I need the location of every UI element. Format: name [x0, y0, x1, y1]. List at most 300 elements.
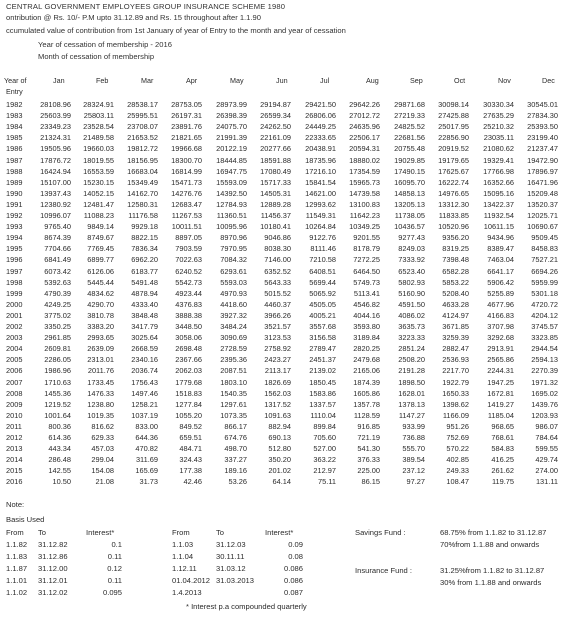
table-cell: 4505.05	[309, 299, 336, 309]
month-header: Aug	[366, 76, 379, 85]
table-cell: 108.47	[446, 477, 469, 487]
entry-year: 2008	[6, 388, 23, 398]
entry-year: 1982	[6, 100, 23, 109]
table-cell: 5906.42	[487, 277, 514, 287]
table-cell: 29871.68	[394, 100, 425, 109]
basis-rate-to: 31.03.2013	[216, 576, 255, 585]
table-cell: 363.22	[313, 455, 336, 465]
table-cell: 1562.03	[264, 388, 291, 398]
table-cell: 2286.05	[44, 355, 71, 365]
table-cell: 14505.31	[260, 188, 291, 198]
table-cell: 8458.83	[531, 244, 558, 254]
table-cell: 25393.50	[527, 122, 558, 132]
table-row	[0, 233, 582, 244]
table-cell: 9122.76	[309, 233, 336, 243]
table-cell: 1337.57	[309, 399, 336, 409]
table-cell: 18591.88	[260, 155, 291, 165]
table-cell: 1710.63	[44, 377, 71, 387]
table-cell: 2594.13	[531, 355, 558, 365]
table-cell: 11360.51	[216, 211, 247, 220]
table-cell: 13100.83	[349, 199, 380, 209]
table-cell: 17216.10	[305, 166, 336, 176]
table-cell: 916.85	[357, 421, 380, 431]
table-cell: 14392.50	[216, 188, 247, 198]
table-cell: 10520.96	[438, 222, 469, 232]
table-cell: 19472.90	[527, 155, 558, 165]
table-cell: 2728.59	[220, 344, 247, 354]
table-cell: 1826.69	[264, 377, 291, 387]
table-cell: 1297.61	[220, 399, 247, 409]
table-cell: 8319.25	[442, 244, 469, 254]
table-cell: 42.46	[183, 477, 202, 487]
table-cell: 5643.33	[264, 277, 291, 287]
table-cell: 3745.57	[531, 322, 558, 331]
table-cell: 1756.43	[131, 377, 158, 387]
insurance-fund-label: Insurance Fund :	[355, 566, 412, 575]
table-cell: 2423.27	[264, 355, 291, 365]
table-cell: 1650.33	[442, 388, 469, 398]
entry-year: 1993	[6, 222, 23, 232]
basis-rate-from: 1.1.02	[6, 588, 28, 597]
table-cell: 2944.54	[531, 344, 558, 354]
table-cell: 23199.40	[527, 133, 558, 143]
table-cell: 4591.50	[398, 299, 425, 309]
table-cell: 131.11	[535, 477, 558, 487]
entry-year: 1989	[6, 177, 23, 187]
table-cell: 3707.98	[487, 322, 514, 331]
table-cell: 4005.21	[309, 310, 336, 320]
note-label: Note:	[6, 500, 25, 509]
month-header: Apr	[186, 76, 198, 85]
table-cell: 986.07	[535, 421, 558, 431]
table-cell: 16095.70	[394, 177, 425, 187]
table-cell: 21324.31	[40, 133, 71, 143]
table-cell: 177.38	[179, 466, 202, 476]
table-cell: 24449.25	[305, 122, 336, 132]
table-cell: 20438.91	[305, 144, 336, 154]
table-cell: 614.36	[48, 433, 71, 442]
entry-year: 2005	[6, 355, 23, 365]
table-cell: 2340.16	[131, 355, 158, 365]
table-row	[0, 133, 582, 144]
table-cell: 4290.70	[87, 299, 114, 309]
table-cell: 1055.20	[175, 410, 202, 420]
table-cell: 555.70	[402, 444, 425, 454]
table-cell: 350.20	[268, 455, 291, 465]
basis-rate-to: 31.12.86	[38, 552, 68, 561]
table-cell: 13205.13	[394, 199, 425, 209]
table-cell: 23528.54	[83, 122, 114, 132]
entry-year: 2003	[6, 333, 23, 343]
table-cell: 11549.31	[305, 211, 336, 220]
table-cell: 18156.95	[127, 155, 158, 165]
basis-rate-from: 1.1.83	[6, 552, 28, 561]
table-cell: 10436.57	[394, 222, 425, 232]
table-cell: 3156.58	[309, 333, 336, 343]
table-cell: 512.80	[268, 444, 291, 454]
table-cell: 19812.72	[127, 144, 158, 154]
table-cell: 2062.03	[175, 366, 202, 376]
table-cell: 12580.31	[127, 199, 158, 209]
table-cell: 1001.64	[44, 410, 71, 420]
table-cell: 18019.55	[83, 155, 114, 165]
table-cell: 3966.26	[264, 310, 291, 320]
table-cell: 30330.34	[483, 100, 514, 109]
table-cell: 7146.00	[264, 255, 291, 265]
table-cell: 402.85	[446, 455, 469, 465]
table-row	[0, 400, 582, 411]
mid-from-header: From	[172, 528, 190, 537]
table-cell: 5160.90	[398, 288, 425, 298]
basis-rate-interest: 0.1	[111, 540, 122, 549]
table-cell: 968.65	[491, 421, 514, 431]
table-cell: 10095.96	[216, 222, 247, 232]
table-row	[0, 178, 582, 189]
table-cell: 1455.36	[44, 388, 71, 398]
entry-year: 1999	[6, 288, 23, 298]
table-cell: 800.36	[48, 421, 71, 431]
entry-year: 2009	[6, 399, 23, 409]
table-cell: 4677.96	[487, 299, 514, 309]
table-cell: 4418.60	[220, 299, 247, 309]
table-cell: 5491.48	[131, 277, 158, 287]
table-cell: 1166.09	[442, 410, 469, 420]
table-cell: 4044.16	[353, 310, 380, 320]
table-cell: 2139.02	[309, 366, 336, 376]
table-cell: 6183.77	[131, 266, 158, 276]
entry-year: 2012	[6, 433, 23, 442]
basis-rate-interest: 0.087	[283, 588, 303, 597]
table-cell: 16471.96	[527, 177, 558, 187]
table-cell: 14276.76	[171, 188, 202, 198]
table-cell: 674.76	[224, 433, 247, 442]
table-cell: 9765.40	[44, 222, 71, 232]
table-cell: 4376.83	[175, 299, 202, 309]
entry-year: 2006	[6, 366, 23, 376]
table-cell: 4790.39	[44, 288, 71, 298]
table-cell: 337.27	[224, 455, 247, 465]
table-cell: 1439.76	[531, 399, 558, 409]
table-cell: 498.70	[224, 444, 247, 454]
table-cell: 6073.42	[44, 266, 71, 276]
table-cell: 8749.67	[87, 233, 114, 243]
table-cell: 6841.49	[44, 255, 71, 265]
table-cell: 470.82	[135, 444, 158, 454]
table-cell: 11738.05	[394, 211, 425, 220]
entry-year: 1994	[6, 233, 23, 243]
table-row	[0, 411, 582, 422]
table-row	[0, 333, 582, 344]
table-cell: 3123.53	[264, 333, 291, 343]
table-cell: 1378.13	[398, 399, 425, 409]
table-cell: 8822.15	[131, 233, 158, 243]
table-cell: 599.55	[535, 444, 558, 454]
table-row	[0, 444, 582, 455]
table-cell: 18444.85	[216, 155, 247, 165]
table-cell: 6962.20	[131, 255, 158, 265]
entry-year: 2001	[6, 310, 23, 320]
insurance-fund-line1: 31.25%from 1.1.82 to 31.12.87	[440, 566, 545, 575]
table-cell: 7769.45	[87, 244, 114, 254]
table-cell: 9849.14	[87, 222, 114, 232]
table-cell: 10.50	[52, 477, 71, 487]
table-cell: 2639.09	[87, 344, 114, 354]
table-cell: 5699.44	[309, 277, 336, 287]
table-cell: 2011.76	[87, 366, 114, 376]
month-header: Mar	[141, 76, 154, 85]
table-cell: 1540.35	[220, 388, 247, 398]
basis-rate-to: 31.12.00	[38, 564, 68, 573]
table-row	[0, 144, 582, 155]
table-cell: 2820.25	[353, 344, 380, 354]
basis-rate-interest: 0.09	[288, 540, 303, 549]
table-cell: 1258.21	[131, 399, 158, 409]
table-cell: 5853.22	[442, 277, 469, 287]
table-cell: 443.34	[48, 444, 71, 454]
table-cell: 15841.54	[305, 177, 336, 187]
table-cell: 16352.66	[483, 177, 514, 187]
table-cell: 1672.81	[487, 388, 514, 398]
table-cell: 784.64	[535, 433, 558, 442]
table-row	[0, 477, 582, 488]
entry-year: 2002	[6, 322, 23, 331]
table-row	[0, 466, 582, 477]
entry-year: 2007	[6, 377, 23, 387]
table-cell: 189.16	[224, 466, 247, 476]
table-cell: 19329.41	[483, 155, 514, 165]
table-cell: 21653.52	[127, 133, 158, 143]
table-cell: 1695.02	[531, 388, 558, 398]
table-cell: 10996.07	[40, 211, 71, 220]
table-cell: 849.52	[179, 421, 202, 431]
table-cell: 5959.99	[531, 277, 558, 287]
table-cell: 13937.43	[40, 188, 71, 198]
table-cell: 6464.50	[353, 266, 380, 276]
table-cell: 17080.49	[260, 166, 291, 176]
month-header: Jul	[320, 76, 330, 85]
table-cell: 11176.58	[128, 211, 158, 220]
table-cell: 1037.19	[131, 410, 158, 420]
table-cell: 16553.59	[83, 166, 114, 176]
table-cell: 2961.85	[44, 333, 71, 343]
table-cell: 15095.16	[483, 188, 514, 198]
table-cell: 12025.71	[527, 211, 558, 220]
table-row	[0, 366, 582, 377]
entry-year: 1996	[6, 255, 23, 265]
table-cell: 1219.52	[44, 399, 71, 409]
entry-year: 1984	[6, 122, 23, 132]
month-header: May	[230, 76, 244, 85]
table-cell: 12889.28	[260, 199, 291, 209]
table-cell: 97.27	[406, 477, 425, 487]
scheme-title: CENTRAL GOVERNMENT EMPLOYEES GROUP INSURANCE SCHEME 1980	[6, 2, 286, 11]
table-cell: 1518.83	[175, 388, 202, 398]
table-cell: 14739.58	[349, 188, 380, 198]
basis-rate-from: 01.04.2012	[172, 576, 211, 585]
table-cell: 1238.80	[87, 399, 114, 409]
table-cell: 15965.73	[349, 177, 380, 187]
table-cell: 8249.03	[398, 244, 425, 254]
table-row	[0, 278, 582, 289]
table-cell: 119.75	[491, 477, 514, 487]
table-cell: 7704.66	[44, 244, 71, 254]
table-cell: 2565.86	[487, 355, 514, 365]
table-cell: 5255.89	[487, 288, 514, 298]
table-cell: 7527.21	[531, 255, 558, 265]
table-row	[0, 355, 582, 366]
table-cell: 3189.84	[353, 333, 380, 343]
table-cell: 15717.33	[260, 177, 291, 187]
table-cell: 3223.33	[398, 333, 425, 343]
table-row	[0, 111, 582, 122]
table-cell: 2191.28	[398, 366, 425, 376]
table-cell: 1947.25	[487, 377, 514, 387]
basis-rate-interest: 0.086	[283, 576, 303, 585]
basis-rate-from: 1.12.11	[172, 564, 197, 573]
table-cell: 16947.75	[216, 166, 247, 176]
table-cell: 7022.63	[175, 255, 202, 265]
table-cell: 4633.28	[442, 299, 469, 309]
entry-year: 1987	[6, 155, 23, 165]
basis-rate-from: 1.1.03	[172, 540, 194, 549]
table-cell: 2217.70	[442, 366, 469, 376]
table-cell: 26599.34	[260, 111, 291, 121]
table-row	[0, 100, 582, 111]
table-cell: 3484.24	[220, 322, 247, 331]
table-row	[0, 189, 582, 200]
year-of-cessation: Year of cessation of membership - 2016	[38, 40, 172, 49]
table-cell: 8674.39	[44, 233, 71, 243]
table-cell: 17354.59	[349, 166, 380, 176]
table-cell: 261.62	[491, 466, 514, 476]
table-cell: 10011.51	[171, 222, 202, 232]
table-cell: 14858.13	[394, 188, 425, 198]
table-cell: 4970.93	[220, 288, 247, 298]
table-cell: 416.25	[491, 455, 514, 465]
table-cell: 10264.84	[305, 222, 336, 232]
table-cell: 8111.46	[310, 244, 336, 254]
table-cell: 21.08	[95, 477, 114, 487]
table-cell: 659.51	[179, 433, 202, 442]
table-cell: 15107.00	[40, 177, 71, 187]
table-cell: 6240.52	[175, 266, 202, 276]
table-cell: 7836.34	[131, 244, 158, 254]
table-cell: 10611.15	[483, 222, 514, 232]
table-cell: 2789.47	[309, 344, 336, 354]
mid-interest-header: Interest*	[265, 528, 294, 537]
table-cell: 1398.62	[442, 399, 469, 409]
table-cell: 4124.97	[442, 310, 469, 320]
table-cell: 8178.79	[353, 244, 380, 254]
table-cell: 6293.61	[220, 266, 247, 276]
entry-year: 2013	[6, 444, 23, 454]
table-cell: 286.48	[48, 455, 71, 465]
table-cell: 15471.73	[171, 177, 202, 187]
table-cell: 6694.26	[531, 266, 558, 276]
entry-year: 2015	[6, 466, 23, 476]
mid-to-header: To	[216, 528, 225, 537]
table-cell: 3383.20	[87, 322, 114, 331]
table-cell: 17896.97	[527, 166, 558, 176]
table-cell: 5445.44	[87, 277, 114, 287]
table-cell: 752.69	[446, 433, 469, 442]
table-cell: 3025.64	[131, 333, 158, 343]
basis-rate-from: 1.1.01	[6, 576, 28, 585]
table-cell: 3593.80	[353, 322, 380, 331]
savings-fund-line2: 70%from 1.1.88 and onwards	[440, 540, 540, 549]
table-cell: 6641.17	[487, 266, 514, 276]
basis-rate-from: 1.4.2013	[172, 588, 202, 597]
table-cell: 644.36	[135, 433, 158, 442]
basis-used-label: Basis Used	[6, 515, 45, 524]
table-cell: 7970.95	[220, 244, 247, 254]
table-row	[0, 222, 582, 233]
table-cell: 9046.86	[264, 233, 291, 243]
basis-rate-to: 30.11.11	[216, 552, 245, 561]
table-cell: 541.30	[357, 444, 380, 454]
savings-fund-label: Savings Fund :	[355, 528, 406, 537]
table-cell: 2395.36	[220, 355, 247, 365]
entry-year: 1990	[6, 188, 23, 198]
table-cell: 1971.32	[531, 377, 558, 387]
table-cell: 16814.99	[171, 166, 202, 176]
table-cell: 12683.47	[171, 199, 202, 209]
table-row	[0, 255, 582, 266]
accumulated-value-line: ccumulated value of contribution from 1st January of year of Entry to the month and year of cessation	[6, 26, 346, 35]
table-cell: 5015.52	[264, 288, 291, 298]
entry-year: 1997	[6, 266, 23, 276]
table-cell: 24075.70	[216, 122, 247, 132]
table-cell: 19660.03	[83, 144, 114, 154]
footnote: * Interest p.a compounded quarterly	[186, 602, 307, 611]
table-cell: 2508.20	[398, 355, 425, 365]
table-cell: 1733.45	[87, 377, 114, 387]
table-cell: 429.74	[535, 455, 558, 465]
basis-rate-to: 31.03.12	[216, 564, 246, 573]
table-cell: 2609.81	[44, 344, 71, 354]
table-cell: 2270.39	[531, 366, 558, 376]
table-cell: 29421.50	[305, 100, 336, 109]
entry-year: 1995	[6, 244, 23, 254]
table-cell: 7210.58	[309, 255, 336, 265]
basis-rate-from: 1.1.82	[6, 540, 28, 549]
table-cell: 484.71	[179, 444, 202, 454]
table-cell: 201.02	[268, 466, 291, 476]
table-cell: 3635.73	[398, 322, 425, 331]
table-row	[0, 311, 582, 322]
table-cell: 5208.40	[442, 288, 469, 298]
basis-rate-interest: 0.12	[107, 564, 122, 573]
table-cell: 12784.93	[216, 199, 247, 209]
table-cell: 24262.50	[260, 122, 291, 132]
table-cell: 3292.68	[487, 333, 514, 343]
table-cell: 866.17	[224, 421, 247, 431]
table-cell: 25017.95	[438, 122, 469, 132]
contribution-line: ontribution @ Rs. 10/- P.M upto 31.12.89 and Rs. 15 throughout after 1.1.90	[6, 13, 261, 22]
table-cell: 8897.05	[175, 233, 202, 243]
table-cell: 1185.04	[487, 410, 514, 420]
table-row	[0, 122, 582, 133]
table-cell: 1357.78	[353, 399, 380, 409]
table-cell: 165.69	[135, 466, 158, 476]
table-cell: 12380.92	[40, 199, 71, 209]
basis-rate-interest: 0.086	[283, 564, 303, 573]
basis-rate-interest: 0.11	[107, 576, 122, 585]
table-row	[0, 200, 582, 211]
table-cell: 30098.14	[438, 100, 469, 109]
table-cell: 1874.39	[353, 377, 380, 387]
table-cell: 22506.17	[349, 133, 380, 143]
